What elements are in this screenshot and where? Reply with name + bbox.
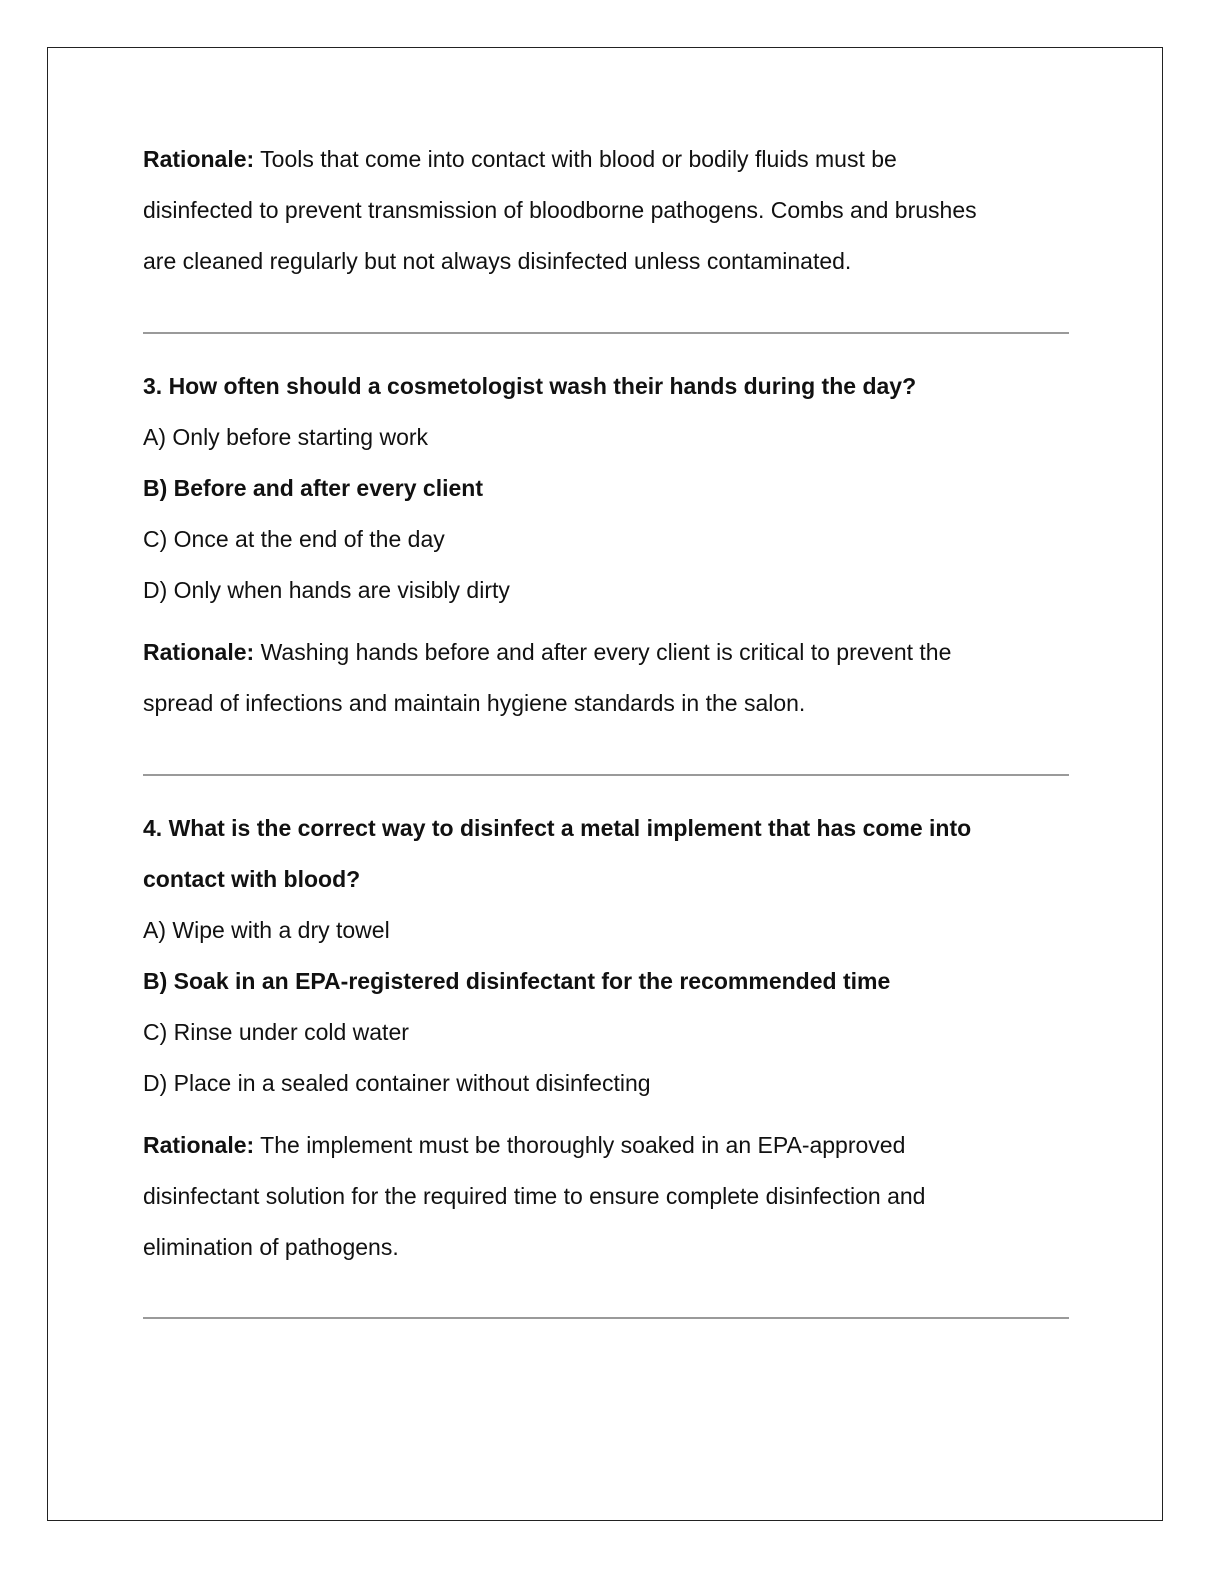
rationale-line: disinfectant solution for the required time to ensure complete disinfection and [143, 1183, 926, 1209]
question-title-line: 4. What is the correct way to disinfect a metal implement that has come into [143, 815, 972, 841]
question-4 [143, 803, 1073, 1273]
rationale-label: Rationale: [143, 639, 255, 665]
rationale-line: elimination of pathogens. [143, 1234, 399, 1260]
rationale-label: Rationale: [143, 1132, 255, 1158]
previous-question-rationale [143, 134, 1073, 287]
answer-option: C) Once at the end of the day [143, 526, 445, 552]
correct-answer-option: B) Soak in an EPA-registered disinfectant for the recommended time [143, 968, 891, 994]
rationale-line: Rationale: Washing hands before and after every client is critical to prevent the [143, 639, 952, 665]
rationale-line: Rationale: Tools that come into contact with blood or bodily fluids must be [143, 146, 897, 172]
section-divider [143, 774, 1069, 776]
answer-option: A) Wipe with a dry towel [143, 917, 390, 943]
answer-option: D) Place in a sealed container without disinfecting [143, 1070, 651, 1096]
correct-answer-option: B) Before and after every client [143, 475, 484, 501]
rationale-line: Rationale: The implement must be thoroughly soaked in an EPA-approved [143, 1132, 906, 1158]
question-title: 3. How often should a cosmetologist wash their hands during the day? [143, 373, 917, 399]
section-divider [143, 1317, 1069, 1319]
answer-option: C) Rinse under cold water [143, 1019, 409, 1045]
section-divider [143, 332, 1069, 334]
rationale-label: Rationale: [143, 146, 255, 172]
question-title-line: contact with blood? [143, 866, 361, 892]
answer-option: A) Only before starting work [143, 424, 429, 450]
rationale-line: disinfected to prevent transmission of bloodborne pathogens. Combs and brushes [143, 197, 977, 223]
rationale-line: spread of infections and maintain hygiene standards in the salon. [143, 690, 806, 716]
answer-option: D) Only when hands are visibly dirty [143, 577, 510, 603]
rationale-line: are cleaned regularly but not always disinfected unless contaminated. [143, 248, 852, 274]
question-3 [143, 361, 1073, 729]
